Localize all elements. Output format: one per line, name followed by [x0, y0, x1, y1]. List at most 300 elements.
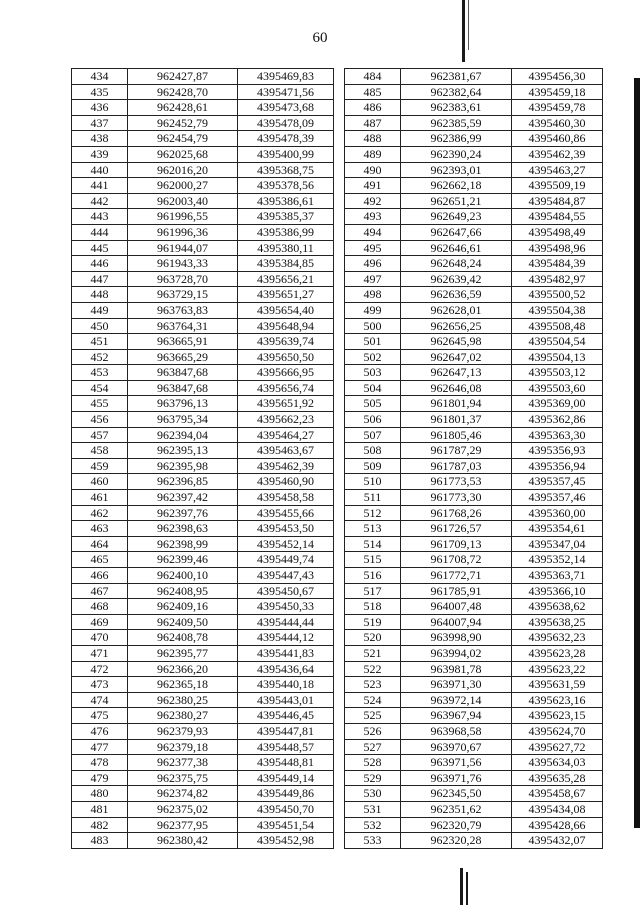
scan-artifact-bottom-thin [466, 872, 468, 905]
table-row [345, 536, 603, 552]
x-coordinate-cell: 961768,26 [401, 505, 512, 521]
table-row [345, 412, 603, 428]
y-coordinate-cell: 4395460,90 [238, 474, 334, 490]
x-coordinate-cell: 962428,70 [128, 84, 238, 100]
table-row [72, 770, 334, 786]
point-number-cell: 464 [72, 536, 128, 552]
x-coordinate-cell: 961773,30 [401, 490, 512, 506]
point-number-cell: 444 [72, 224, 128, 240]
y-coordinate-cell: 4395623,28 [512, 645, 603, 661]
table-row [345, 178, 603, 194]
y-coordinate-cell: 4395434,08 [512, 801, 603, 817]
point-number-cell: 525 [345, 708, 401, 724]
point-number-cell: 436 [72, 100, 128, 116]
point-number-cell: 514 [345, 536, 401, 552]
y-coordinate-cell: 4395656,21 [238, 271, 334, 287]
table-row [72, 318, 334, 334]
y-coordinate-cell: 4395443,01 [238, 692, 334, 708]
y-coordinate-cell: 4395347,04 [512, 536, 603, 552]
point-number-cell: 533 [345, 833, 401, 849]
x-coordinate-cell: 961801,94 [401, 396, 512, 412]
point-number-cell: 508 [345, 443, 401, 459]
y-coordinate-cell: 4395500,52 [512, 287, 603, 303]
x-coordinate-cell: 962646,08 [401, 380, 512, 396]
y-coordinate-cell: 4395484,87 [512, 193, 603, 209]
point-number-cell: 435 [72, 84, 128, 100]
y-coordinate-cell: 4395386,61 [238, 193, 334, 209]
y-coordinate-cell: 4395452,98 [238, 833, 334, 849]
y-coordinate-cell: 4395498,49 [512, 224, 603, 240]
point-number-cell: 482 [72, 817, 128, 833]
point-number-cell: 467 [72, 583, 128, 599]
point-number-cell: 471 [72, 645, 128, 661]
point-number-cell: 513 [345, 521, 401, 537]
x-coordinate-cell: 962649,23 [401, 209, 512, 225]
x-coordinate-cell: 964007,94 [401, 614, 512, 630]
x-coordinate-cell: 961772,71 [401, 568, 512, 584]
y-coordinate-cell: 4395448,57 [238, 739, 334, 755]
y-coordinate-cell: 4395386,99 [238, 224, 334, 240]
x-coordinate-cell: 961801,37 [401, 412, 512, 428]
x-coordinate-cell: 962647,66 [401, 224, 512, 240]
point-number-cell: 443 [72, 209, 128, 225]
table-row [72, 490, 334, 506]
y-coordinate-cell: 4395441,83 [238, 645, 334, 661]
x-coordinate-cell: 962395,77 [128, 645, 238, 661]
y-coordinate-cell: 4395635,28 [512, 770, 603, 786]
x-coordinate-cell: 962377,38 [128, 755, 238, 771]
point-number-cell: 509 [345, 458, 401, 474]
x-coordinate-cell: 961944,07 [128, 240, 238, 256]
x-coordinate-cell: 962025,68 [128, 146, 238, 162]
table-row [72, 599, 334, 615]
table-row [72, 801, 334, 817]
table-row [72, 692, 334, 708]
x-coordinate-cell: 962375,75 [128, 770, 238, 786]
y-coordinate-cell: 4395456,30 [512, 69, 603, 85]
point-number-cell: 532 [345, 817, 401, 833]
y-coordinate-cell: 4395666,95 [238, 365, 334, 381]
x-coordinate-cell: 963847,68 [128, 365, 238, 381]
x-coordinate-cell: 962366,20 [128, 661, 238, 677]
table-row [345, 380, 603, 396]
point-number-cell: 491 [345, 178, 401, 194]
table-row [72, 536, 334, 552]
point-number-cell: 460 [72, 474, 128, 490]
table-row [345, 583, 603, 599]
x-coordinate-cell: 962380,27 [128, 708, 238, 724]
table-row [345, 630, 603, 646]
y-coordinate-cell: 4395639,74 [238, 334, 334, 350]
y-coordinate-cell: 4395436,64 [238, 661, 334, 677]
y-coordinate-cell: 4395458,67 [512, 786, 603, 802]
y-coordinate-cell: 4395651,92 [238, 396, 334, 412]
y-coordinate-cell: 4395354,61 [512, 521, 603, 537]
x-coordinate-cell: 961773,53 [401, 474, 512, 490]
x-coordinate-cell: 962385,59 [401, 115, 512, 131]
point-number-cell: 484 [345, 69, 401, 85]
x-coordinate-cell: 963764,31 [128, 318, 238, 334]
point-number-cell: 524 [345, 692, 401, 708]
point-number-cell: 452 [72, 349, 128, 365]
table-row [345, 552, 603, 568]
y-coordinate-cell: 4395627,72 [512, 739, 603, 755]
point-number-cell: 490 [345, 162, 401, 178]
y-coordinate-cell: 4395450,70 [238, 801, 334, 817]
y-coordinate-cell: 4395471,56 [238, 84, 334, 100]
table-row [345, 209, 603, 225]
table-row [345, 287, 603, 303]
table-row [72, 458, 334, 474]
table-row [345, 427, 603, 443]
x-coordinate-cell: 963728,70 [128, 271, 238, 287]
x-coordinate-cell: 962408,78 [128, 630, 238, 646]
y-coordinate-cell: 4395623,16 [512, 692, 603, 708]
table-row [345, 645, 603, 661]
point-number-cell: 451 [72, 334, 128, 350]
y-coordinate-cell: 4395450,33 [238, 599, 334, 615]
y-coordinate-cell: 4395451,54 [238, 817, 334, 833]
point-number-cell: 492 [345, 193, 401, 209]
x-coordinate-cell: 962320,79 [401, 817, 512, 833]
point-number-cell: 519 [345, 614, 401, 630]
x-coordinate-cell: 962427,87 [128, 69, 238, 85]
y-coordinate-cell: 4395654,40 [238, 302, 334, 318]
table-row [345, 490, 603, 506]
table-row [345, 817, 603, 833]
x-coordinate-cell: 963796,13 [128, 396, 238, 412]
table-row [72, 287, 334, 303]
table-row [345, 318, 603, 334]
y-coordinate-cell: 4395459,78 [512, 100, 603, 116]
x-coordinate-cell: 963795,34 [128, 412, 238, 428]
x-coordinate-cell: 961787,03 [401, 458, 512, 474]
point-number-cell: 445 [72, 240, 128, 256]
x-coordinate-cell: 962628,01 [401, 302, 512, 318]
point-number-cell: 510 [345, 474, 401, 490]
y-coordinate-cell: 4395356,94 [512, 458, 603, 474]
table-row [345, 458, 603, 474]
point-number-cell: 479 [72, 770, 128, 786]
point-number-cell: 520 [345, 630, 401, 646]
table-row [345, 240, 603, 256]
table-row [345, 146, 603, 162]
y-coordinate-cell: 4395462,39 [512, 146, 603, 162]
y-coordinate-cell: 4395363,71 [512, 568, 603, 584]
x-coordinate-cell: 964007,48 [401, 599, 512, 615]
x-coordinate-cell: 963972,14 [401, 692, 512, 708]
point-number-cell: 454 [72, 380, 128, 396]
x-coordinate-cell: 962374,82 [128, 786, 238, 802]
x-coordinate-cell: 962408,95 [128, 583, 238, 599]
table-row [345, 256, 603, 272]
x-coordinate-cell: 963665,91 [128, 334, 238, 350]
y-coordinate-cell: 4395464,27 [238, 427, 334, 443]
x-coordinate-cell: 962648,24 [401, 256, 512, 272]
point-number-cell: 438 [72, 131, 128, 147]
point-number-cell: 441 [72, 178, 128, 194]
table-row [345, 131, 603, 147]
table-row [345, 224, 603, 240]
x-coordinate-cell: 962399,46 [128, 552, 238, 568]
x-coordinate-cell: 962386,99 [401, 131, 512, 147]
point-number-cell: 473 [72, 677, 128, 693]
point-number-cell: 489 [345, 146, 401, 162]
y-coordinate-cell: 4395458,58 [238, 490, 334, 506]
x-coordinate-cell: 962662,18 [401, 178, 512, 194]
y-coordinate-cell: 4395444,44 [238, 614, 334, 630]
table-row [72, 443, 334, 459]
table-row [72, 817, 334, 833]
point-number-cell: 531 [345, 801, 401, 817]
x-coordinate-cell: 962398,63 [128, 521, 238, 537]
y-coordinate-cell: 4395363,30 [512, 427, 603, 443]
y-coordinate-cell: 4395368,75 [238, 162, 334, 178]
x-coordinate-cell: 962647,02 [401, 349, 512, 365]
scan-edge-bar [634, 78, 640, 828]
y-coordinate-cell: 4395632,23 [512, 630, 603, 646]
table-row [72, 84, 334, 100]
point-number-cell: 466 [72, 568, 128, 584]
table-row [72, 100, 334, 116]
table-row [345, 692, 603, 708]
table-row [72, 583, 334, 599]
y-coordinate-cell: 4395360,00 [512, 505, 603, 521]
table-row [345, 69, 603, 85]
x-coordinate-cell: 963998,90 [401, 630, 512, 646]
x-coordinate-cell: 962397,42 [128, 490, 238, 506]
point-number-cell: 485 [345, 84, 401, 100]
y-coordinate-cell: 4395369,00 [512, 396, 603, 412]
x-coordinate-cell: 961805,46 [401, 427, 512, 443]
table-row [72, 723, 334, 739]
table-row [72, 568, 334, 584]
x-coordinate-cell: 962000,27 [128, 178, 238, 194]
x-coordinate-cell: 963967,94 [401, 708, 512, 724]
scan-artifact-top [462, 0, 465, 62]
point-number-cell: 512 [345, 505, 401, 521]
y-coordinate-cell: 4395460,86 [512, 131, 603, 147]
x-coordinate-cell: 962377,95 [128, 817, 238, 833]
y-coordinate-cell: 4395634,03 [512, 755, 603, 771]
y-coordinate-cell: 4395362,86 [512, 412, 603, 428]
y-coordinate-cell: 4395357,46 [512, 490, 603, 506]
y-coordinate-cell: 4395473,68 [238, 100, 334, 116]
point-number-cell: 442 [72, 193, 128, 209]
y-coordinate-cell: 4395484,55 [512, 209, 603, 225]
point-number-cell: 463 [72, 521, 128, 537]
y-coordinate-cell: 4395447,81 [238, 723, 334, 739]
table-row [345, 661, 603, 677]
scan-artifact-bottom [460, 868, 463, 905]
point-number-cell: 448 [72, 287, 128, 303]
table-row [345, 84, 603, 100]
y-coordinate-cell: 4395651,27 [238, 287, 334, 303]
x-coordinate-cell: 963981,78 [401, 661, 512, 677]
x-coordinate-cell: 962365,18 [128, 677, 238, 693]
x-coordinate-cell: 962380,25 [128, 692, 238, 708]
table-row [72, 630, 334, 646]
table-row [72, 271, 334, 287]
table-row [345, 739, 603, 755]
y-coordinate-cell: 4395356,93 [512, 443, 603, 459]
point-number-cell: 500 [345, 318, 401, 334]
point-number-cell: 459 [72, 458, 128, 474]
coordinates-table-right [344, 68, 603, 849]
point-number-cell: 495 [345, 240, 401, 256]
x-coordinate-cell: 962400,10 [128, 568, 238, 584]
point-number-cell: 498 [345, 287, 401, 303]
point-number-cell: 526 [345, 723, 401, 739]
x-coordinate-cell: 961996,36 [128, 224, 238, 240]
point-number-cell: 529 [345, 770, 401, 786]
table-row [345, 786, 603, 802]
x-coordinate-cell: 962394,04 [128, 427, 238, 443]
y-coordinate-cell: 4395478,09 [238, 115, 334, 131]
table-row [72, 224, 334, 240]
table-row [72, 146, 334, 162]
y-coordinate-cell: 4395449,14 [238, 770, 334, 786]
point-number-cell: 487 [345, 115, 401, 131]
table-row [345, 349, 603, 365]
x-coordinate-cell: 962396,85 [128, 474, 238, 490]
table-row [72, 209, 334, 225]
x-coordinate-cell: 963968,58 [401, 723, 512, 739]
table-row [345, 162, 603, 178]
point-number-cell: 481 [72, 801, 128, 817]
y-coordinate-cell: 4395648,94 [238, 318, 334, 334]
x-coordinate-cell: 961943,33 [128, 256, 238, 272]
point-number-cell: 496 [345, 256, 401, 272]
x-coordinate-cell: 962656,25 [401, 318, 512, 334]
point-number-cell: 515 [345, 552, 401, 568]
point-number-cell: 453 [72, 365, 128, 381]
x-coordinate-cell: 962428,61 [128, 100, 238, 116]
table-row [345, 568, 603, 584]
page-number: 60 [312, 30, 328, 46]
table-row [72, 521, 334, 537]
point-number-cell: 477 [72, 739, 128, 755]
y-coordinate-cell: 4395459,18 [512, 84, 603, 100]
x-coordinate-cell: 962383,61 [401, 100, 512, 116]
y-coordinate-cell: 4395484,39 [512, 256, 603, 272]
point-number-cell: 480 [72, 786, 128, 802]
table-row [72, 427, 334, 443]
point-number-cell: 458 [72, 443, 128, 459]
x-coordinate-cell: 962375,02 [128, 801, 238, 817]
y-coordinate-cell: 4395384,85 [238, 256, 334, 272]
point-number-cell: 439 [72, 146, 128, 162]
table-row [345, 396, 603, 412]
point-number-cell: 434 [72, 69, 128, 85]
y-coordinate-cell: 4395638,25 [512, 614, 603, 630]
table-row [72, 614, 334, 630]
point-number-cell: 517 [345, 583, 401, 599]
y-coordinate-cell: 4395455,66 [238, 505, 334, 521]
table-row [345, 193, 603, 209]
point-number-cell: 472 [72, 661, 128, 677]
x-coordinate-cell: 962395,13 [128, 443, 238, 459]
y-coordinate-cell: 4395453,50 [238, 521, 334, 537]
y-coordinate-cell: 4395440,18 [238, 677, 334, 693]
y-coordinate-cell: 4395357,45 [512, 474, 603, 490]
y-coordinate-cell: 4395503,60 [512, 380, 603, 396]
x-coordinate-cell: 962003,40 [128, 193, 238, 209]
point-number-cell: 462 [72, 505, 128, 521]
point-number-cell: 528 [345, 755, 401, 771]
y-coordinate-cell: 4395463,27 [512, 162, 603, 178]
point-number-cell: 465 [72, 552, 128, 568]
x-coordinate-cell: 961787,29 [401, 443, 512, 459]
y-coordinate-cell: 4395446,45 [238, 708, 334, 724]
point-number-cell: 530 [345, 786, 401, 802]
table-row [345, 599, 603, 615]
point-number-cell: 488 [345, 131, 401, 147]
x-coordinate-cell: 962379,18 [128, 739, 238, 755]
point-number-cell: 501 [345, 334, 401, 350]
y-coordinate-cell: 4395504,13 [512, 349, 603, 365]
x-coordinate-cell: 962351,62 [401, 801, 512, 817]
table-row [72, 380, 334, 396]
point-number-cell: 518 [345, 599, 401, 615]
table-row [72, 193, 334, 209]
table-row [72, 256, 334, 272]
table-row [345, 115, 603, 131]
table-row [72, 474, 334, 490]
table-row [345, 708, 603, 724]
point-number-cell: 499 [345, 302, 401, 318]
x-coordinate-cell: 962345,50 [401, 786, 512, 802]
y-coordinate-cell: 4395504,38 [512, 302, 603, 318]
x-coordinate-cell: 963763,83 [128, 302, 238, 318]
table-row [345, 833, 603, 849]
table-row [72, 755, 334, 771]
y-coordinate-cell: 4395656,74 [238, 380, 334, 396]
table-row [345, 271, 603, 287]
point-number-cell: 497 [345, 271, 401, 287]
point-number-cell: 440 [72, 162, 128, 178]
point-number-cell: 527 [345, 739, 401, 755]
point-number-cell: 523 [345, 677, 401, 693]
x-coordinate-cell: 963971,56 [401, 755, 512, 771]
x-coordinate-cell: 961785,91 [401, 583, 512, 599]
x-coordinate-cell: 962409,50 [128, 614, 238, 630]
y-coordinate-cell: 4395469,83 [238, 69, 334, 85]
x-coordinate-cell: 962393,01 [401, 162, 512, 178]
point-number-cell: 521 [345, 645, 401, 661]
table-row [72, 833, 334, 849]
table-row [72, 786, 334, 802]
point-number-cell: 469 [72, 614, 128, 630]
y-coordinate-cell: 4395508,48 [512, 318, 603, 334]
x-coordinate-cell: 962320,28 [401, 833, 512, 849]
table-row [345, 365, 603, 381]
y-coordinate-cell: 4395444,12 [238, 630, 334, 646]
table-row [72, 552, 334, 568]
table-row [345, 474, 603, 490]
point-number-cell: 494 [345, 224, 401, 240]
table-row [345, 801, 603, 817]
table-row [72, 708, 334, 724]
y-coordinate-cell: 4395463,67 [238, 443, 334, 459]
table-row [72, 349, 334, 365]
table-row [345, 505, 603, 521]
y-coordinate-cell: 4395432,07 [512, 833, 603, 849]
y-coordinate-cell: 4395380,11 [238, 240, 334, 256]
x-coordinate-cell: 962380,42 [128, 833, 238, 849]
table-row [345, 723, 603, 739]
y-coordinate-cell: 4395352,14 [512, 552, 603, 568]
